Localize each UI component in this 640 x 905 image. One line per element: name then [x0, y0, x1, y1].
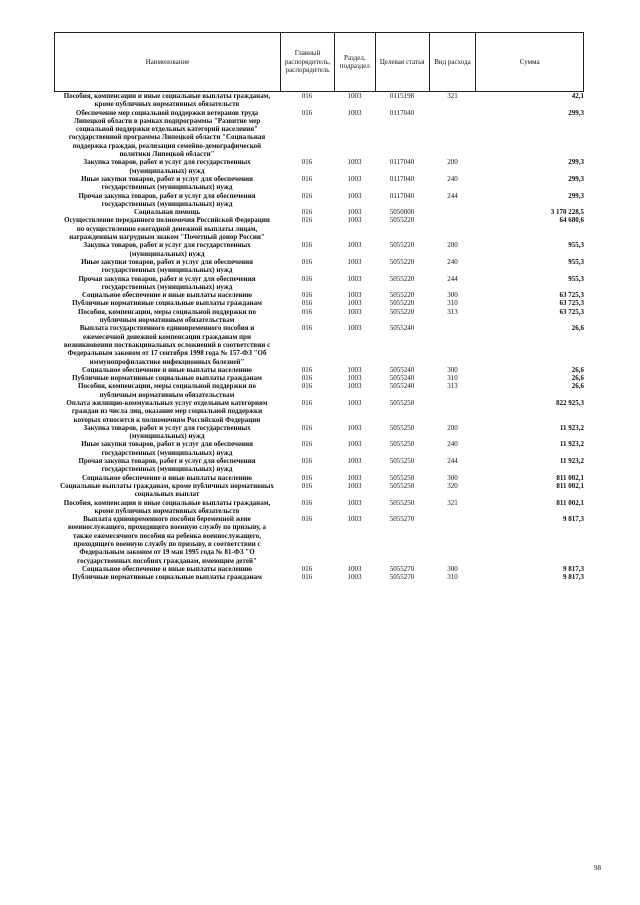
row-expense: 240 [447, 257, 458, 266]
row-expense [429, 216, 476, 241]
row-expense: 300 [447, 365, 458, 374]
header-expense: Вид расхода [429, 33, 476, 91]
row-sum: 64 680,6 [559, 216, 584, 225]
row-section: 1003 [347, 382, 362, 391]
row-target: 5055240 [389, 324, 415, 333]
row-expense: 313 [447, 382, 458, 391]
row-name: Прочая закупка товаров, работ и услуг для обеспечения государственных (муниципальных) нужд [78, 274, 256, 291]
row-target: 5055250 [389, 423, 415, 432]
row-section: 1003 [347, 324, 362, 333]
row-section: 1003 [347, 174, 362, 183]
row-admin: 016 [301, 498, 313, 507]
row-name: Пособия, компенсации и иные социальные выплаты гражданам, кроме публичных нормативных обязательств [63, 498, 271, 515]
row-name: Осуществление переданного полномочия Российской Федерации по осуществлению ежегодной денежной выплаты лицам, награжденным нагрудным знаком "Почетный донор России" [64, 216, 270, 242]
row-expense: 200 [447, 241, 458, 250]
row-target: 0117040 [389, 174, 415, 183]
row-sum: 63 725,3 [559, 291, 584, 300]
row-sum: 26,6 [571, 365, 584, 374]
row-admin: 016 [301, 257, 313, 266]
table-row [54, 399, 584, 424]
table-row [54, 216, 584, 241]
row-expense [429, 208, 476, 216]
row-section: 1003 [347, 257, 362, 266]
row-target: 5055220 [389, 291, 415, 300]
row-sum: 42,1 [571, 92, 584, 100]
row-expense: 300 [447, 473, 458, 482]
row-section: 1003 [347, 374, 362, 383]
row-name: Закупка товаров, работ и услуг для государственных (муниципальных) нужд [83, 158, 251, 175]
table-row [54, 499, 584, 516]
row-name: Закупка товаров, работ и услуг для государственных (муниципальных) нужд [83, 241, 251, 258]
row-admin: 016 [301, 440, 313, 449]
row-sum: 11 923,2 [559, 423, 584, 432]
row-admin: 016 [301, 374, 313, 383]
row-name: Выплата государственного единовременного пособия и ежемесячной денежной компенсации гражданам при возникновении поствакцинальных осложнений в соответствии с Федеральным законом от 17 сентября 1998 года № 157-ФЗ "Об иммунопрофилактике инфекционных болезней" [63, 324, 271, 366]
row-admin: 016 [301, 92, 313, 100]
table-row [54, 474, 584, 482]
row-expense: 200 [447, 158, 458, 167]
row-admin: 016 [301, 481, 313, 490]
row-target: 5050000 [389, 208, 415, 217]
row-target: 5055250 [389, 398, 415, 407]
row-sum: 955,3 [568, 257, 584, 266]
row-expense: 200 [447, 423, 458, 432]
row-target: 5055270 [389, 515, 415, 524]
row-name: Прочая закупка товаров, работ и услуг для обеспечения государственных (муниципальных) нужд [78, 457, 256, 474]
table-row [54, 92, 584, 109]
row-section: 1003 [347, 241, 362, 250]
row-target: 0117040 [389, 191, 415, 200]
row-target: 0117040 [389, 158, 415, 167]
row-target: 0115198 [389, 92, 415, 100]
row-admin: 016 [301, 191, 313, 200]
table-row [54, 424, 584, 441]
row-admin: 016 [301, 208, 313, 217]
row-sum: 811 002,1 [556, 481, 584, 490]
table-row [54, 382, 584, 399]
row-name: Прочая закупка товаров, работ и услуг для обеспечения государственных (муниципальных) нужд [78, 191, 256, 208]
row-name: Выплата единовременного пособия беременной жене военнослужащего, проходящего военную службу по призыву, а также ежемесячного пособия на ребенка военнослужащего, проходящего военную службу по призыву, в соответствии с Федеральным законом от 19 мая 1995 года № 81-ФЗ "О государственных пособиях гражданам, имеющим детей" [67, 515, 267, 565]
row-admin: 016 [301, 108, 313, 117]
row-sum: 11 923,2 [559, 457, 584, 466]
row-sum: 26,6 [571, 382, 584, 391]
header-name: Наименование [145, 57, 190, 66]
row-sum: 299,3 [568, 191, 584, 200]
row-target: 5055250 [389, 498, 415, 507]
row-name: Иные закупки товаров, работ и услуг для обеспечения государственных (муниципальных) нужд [81, 174, 253, 192]
row-sum: 26,6 [571, 324, 584, 333]
row-name: Пособия, компенсации, меры социальной поддержки по публичным нормативным обязательствам [78, 382, 256, 399]
row-admin: 016 [301, 398, 313, 407]
row-name: Публичные нормативные социальные выплаты гражданам [72, 573, 262, 582]
row-expense [429, 399, 476, 424]
row-expense: 310 [447, 374, 458, 383]
row-sum: 11 923,2 [559, 440, 584, 449]
budget-table [54, 32, 584, 582]
row-section: 1003 [347, 191, 362, 200]
row-target: 5055240 [389, 382, 415, 391]
row-name: Иные закупки товаров, работ и услуг для обеспечения государственных (муниципальных) нужд [81, 440, 253, 457]
row-section: 1003 [347, 515, 362, 524]
row-admin: 016 [301, 307, 313, 316]
row-section: 1003 [347, 365, 362, 374]
row-admin: 016 [301, 216, 313, 225]
row-section: 1003 [347, 564, 362, 573]
header-target: Целевая статья [375, 33, 429, 91]
row-sum: 811 002,1 [556, 498, 584, 507]
row-target: 5055220 [389, 307, 415, 316]
table-row [54, 158, 584, 175]
row-name: Социальное обеспечение и иные выплаты населению [82, 291, 252, 300]
row-admin: 016 [301, 299, 313, 308]
row-expense: 320 [447, 481, 458, 490]
row-name: Оплата жилищно-коммунальных услуг отдельным категориям граждан из числа лиц, оказание мер социальной поддержки которых относится к полномочиям Российской Федерации [66, 398, 268, 424]
table-row [54, 308, 584, 325]
row-admin: 016 [301, 515, 313, 524]
row-sum: 9 817,3 [563, 564, 584, 573]
table-row [54, 515, 584, 565]
row-target: 5055250 [389, 481, 415, 490]
row-section: 1003 [347, 457, 362, 466]
row-sum: 299,3 [568, 158, 584, 167]
row-sum: 811 002,1 [556, 473, 584, 482]
table-body [54, 92, 584, 582]
row-sum: 822 925,3 [556, 398, 584, 407]
row-section: 1003 [347, 440, 362, 449]
row-section: 1003 [347, 398, 362, 407]
row-section: 1003 [347, 108, 362, 117]
row-section: 1003 [347, 291, 362, 300]
row-admin: 016 [301, 324, 313, 333]
row-section: 1003 [347, 423, 362, 432]
row-expense: 244 [447, 191, 458, 200]
row-target: 5055220 [389, 257, 415, 266]
row-admin: 016 [301, 423, 313, 432]
row-expense: 321 [447, 92, 458, 100]
row-sum: 9 817,3 [563, 573, 584, 582]
row-expense: 310 [447, 573, 458, 582]
row-admin: 016 [301, 158, 313, 167]
row-section: 1003 [347, 307, 362, 316]
table-row [54, 175, 584, 192]
row-admin: 016 [301, 291, 313, 300]
row-admin: 016 [301, 365, 313, 374]
row-section: 1003 [347, 216, 362, 225]
row-sum: 955,3 [568, 241, 584, 250]
row-target: 5055240 [389, 365, 415, 374]
row-name: Закупка товаров, работ и услуг для государственных (муниципальных) нужд [83, 423, 251, 441]
row-target: 5055250 [389, 457, 415, 466]
table-row [54, 573, 584, 581]
row-target: 5055220 [389, 274, 415, 283]
table-row [54, 565, 584, 573]
row-name: Пособия, компенсации и иные социальные выплаты гражданам, кроме публичных нормативных обязательств [63, 92, 271, 109]
row-target: 5055250 [389, 473, 415, 482]
table-row [54, 291, 584, 299]
row-expense [429, 515, 476, 565]
row-sum: 26,6 [571, 374, 584, 383]
table-row [54, 440, 584, 457]
row-admin: 016 [301, 457, 313, 466]
row-name: Социальная помощь [133, 208, 201, 217]
row-name: Пособия, компенсации, меры социальной поддержки по публичным нормативным обязательствам [78, 307, 256, 325]
header-sum: Сумма [475, 33, 583, 91]
table-row [54, 109, 584, 159]
row-target: 5055240 [389, 374, 415, 383]
row-target: 5055270 [389, 573, 415, 582]
row-sum: 299,3 [568, 174, 584, 183]
row-admin: 016 [301, 573, 313, 582]
table-row [54, 192, 584, 209]
row-target: 5055220 [389, 216, 415, 225]
row-sum: 9 817,3 [563, 515, 584, 524]
page-number: 98 [594, 864, 601, 872]
row-section: 1003 [347, 498, 362, 507]
row-expense: 313 [447, 307, 458, 316]
row-admin: 016 [301, 382, 313, 391]
table-row [54, 482, 584, 499]
row-expense: 244 [447, 274, 458, 283]
row-name: Обеспечение мер социальной поддержки ветеранов труда Липецкой области в рамках подпрограммы "Развитие мер социальной поддержки отдельных категорий населения" государственной программы Липецкой области "Социальная поддержка граждан, реализация семейно-демографической политики Липецкой области" [68, 108, 266, 159]
row-admin: 016 [301, 473, 313, 482]
row-section: 1003 [347, 158, 362, 167]
row-sum: 3 170 228,5 [550, 208, 584, 217]
table-row [54, 299, 584, 307]
row-name: Социальное обеспечение и иные выплаты населению [82, 473, 252, 482]
row-section: 1003 [347, 481, 362, 490]
row-name: Социальные выплаты гражданам, кроме публичных нормативных социальных выплат [60, 481, 274, 499]
row-target: 5055270 [389, 564, 415, 573]
table-row [54, 208, 584, 216]
row-expense: 240 [447, 440, 458, 449]
row-name: Иные закупки товаров, работ и услуг для обеспечения государственных (муниципальных) нужд [81, 257, 253, 275]
row-name: Социальное обеспечение и иные выплаты населению [82, 564, 252, 573]
row-name: Социальное обеспечение и иные выплаты населению [82, 365, 252, 374]
table-row [54, 275, 584, 292]
row-section: 1003 [347, 299, 362, 308]
table-row [54, 324, 584, 365]
row-expense [429, 324, 476, 365]
row-expense: 310 [447, 299, 458, 308]
row-expense: 321 [447, 498, 458, 507]
table-row [54, 366, 584, 374]
header-admin: Главный распорядитель, распорядитель [280, 33, 334, 91]
row-admin: 016 [301, 174, 313, 183]
row-target: 0117040 [389, 108, 415, 117]
row-expense: 244 [447, 457, 458, 466]
row-name: Публичные нормативные социальные выплаты гражданам [72, 299, 262, 308]
row-admin: 016 [301, 564, 313, 573]
row-section: 1003 [347, 208, 362, 217]
row-admin: 016 [301, 274, 313, 283]
row-expense: 300 [447, 564, 458, 573]
row-sum: 63 725,3 [559, 307, 584, 316]
row-sum: 955,3 [568, 274, 584, 283]
row-admin: 016 [301, 241, 313, 250]
row-target: 5055220 [389, 299, 415, 308]
table-row [54, 241, 584, 258]
table-row [54, 457, 584, 474]
row-section: 1003 [347, 92, 362, 100]
row-target: 5055220 [389, 241, 415, 250]
row-section: 1003 [347, 473, 362, 482]
row-section: 1003 [347, 274, 362, 283]
row-expense: 300 [447, 291, 458, 300]
row-sum: 299,3 [568, 108, 584, 117]
table-header [54, 32, 584, 92]
row-section: 1003 [347, 573, 362, 582]
row-expense: 240 [447, 174, 458, 183]
row-name: Публичные нормативные социальные выплаты гражданам [72, 374, 262, 383]
row-sum: 63 725,3 [559, 299, 584, 308]
row-expense [429, 109, 476, 159]
table-row [54, 258, 584, 275]
row-target: 5055250 [389, 440, 415, 449]
table-row [54, 374, 584, 382]
header-section: Раздел, подраздел [334, 33, 375, 91]
